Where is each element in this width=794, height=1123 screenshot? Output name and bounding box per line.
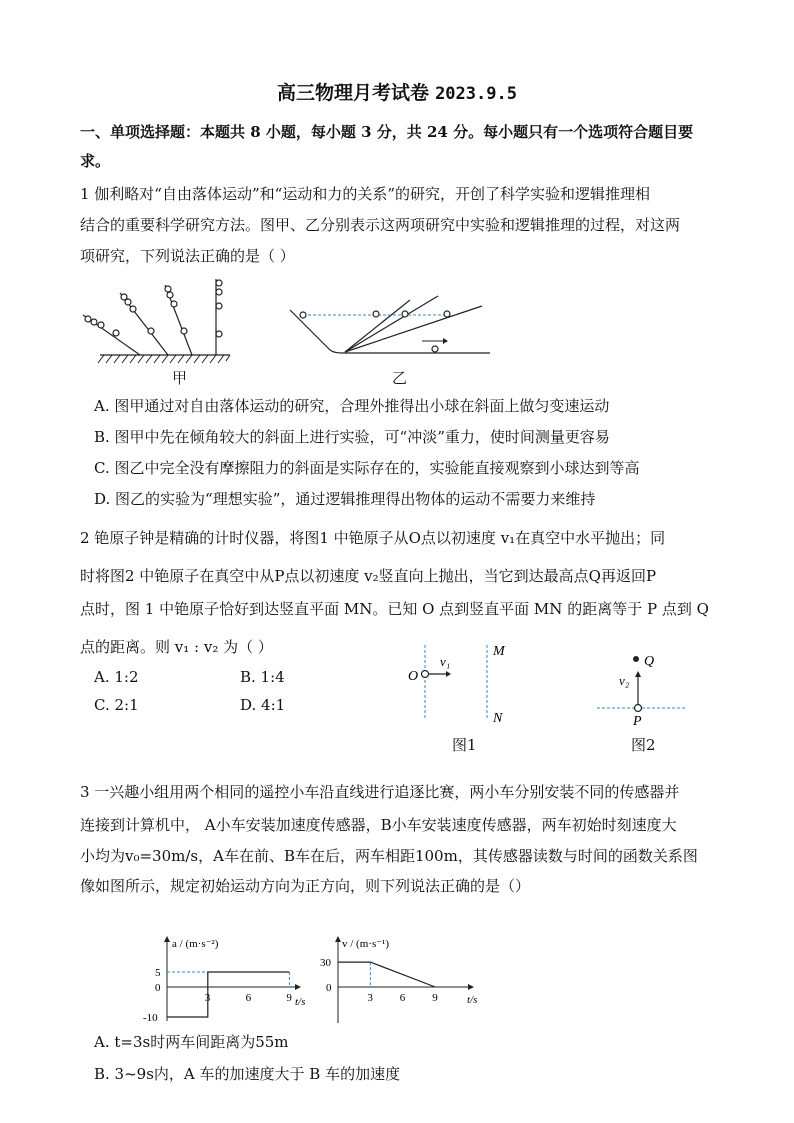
q2-fig2-p: P	[633, 714, 642, 729]
figure-jia-label: 甲	[172, 369, 188, 387]
q3-v-series-line	[338, 962, 435, 987]
q2-option-b: B. 1:4	[240, 668, 285, 686]
q1-option-c: C. 图乙中完全没有摩擦阻力的斜面是实际存在的，实验能直接观察到小球达到等高	[94, 459, 640, 477]
q2-fig2-q: Q	[644, 654, 655, 669]
x-tick-label: 3	[204, 992, 211, 1004]
q2-stem-line3: 点时，图 1 中铯原子恰好到达竖直平面 MN。已知 O 点到竖直平面 MN 的距离等于 P 点到 Q	[80, 600, 709, 618]
x-tick-label: 9	[286, 992, 292, 1004]
x-tick-label: 3	[367, 992, 373, 1004]
q2-fig1-point-o: O	[408, 669, 419, 684]
q3-a-xlabel: t/s	[295, 996, 306, 1008]
q1-stem-line3: 项研究，下列说法正确的是（ ）	[80, 247, 295, 265]
q2-figure-1	[400, 640, 520, 725]
y-tick-label: 5	[155, 967, 161, 979]
y-tick-label: -10	[143, 1012, 158, 1024]
q3-stem-line3: 小均为v₀=30m/s，A车在前、B车在后，两车相距100m，其传感器读数与时间的函数关系图	[80, 847, 698, 865]
q1-stem-line2: 结合的重要科学研究方法。图甲、乙分别表示这两项研究中实验和逻辑推理的过程，对这两	[80, 216, 681, 234]
q3-a-series-line	[167, 972, 289, 1017]
q2-option-c: C. 2:1	[94, 696, 139, 714]
section1-heading-line1: 一、单项选择题：本题共 8 小题，每小题 3 分，共 24 分。每小题只有一个选项符合题目要	[80, 123, 694, 141]
q3-stem-line4: 像如图所示，规定初始运动方向为正方向，则下列说法正确的是（）	[80, 877, 531, 895]
y-tick-label: 0	[326, 982, 332, 994]
q1-stem-line1: 1 伽利略对“自由落体运动”和“运动和力的关系”的研究，开创了科学实验和逻辑推理相	[80, 185, 650, 203]
q2-figure-2	[595, 645, 690, 730]
q2-fig1-v1: v₁	[440, 654, 451, 669]
x-tick-label: 9	[432, 992, 438, 1004]
q3-v-ylabel: v / (m·s⁻¹)	[342, 938, 389, 950]
q2-stem-line4: 点的距离。则 v₁ : v₂ 为（ ）	[80, 638, 273, 656]
section1-heading-line2: 求。	[80, 152, 111, 170]
q2-fig1-caption: 图1	[452, 736, 477, 754]
q2-stem-line1: 2 铯原子钟是精确的计时仪器，将图1 中铯原子从O点以初速度 v₁在真空中水平抛出；同	[80, 529, 666, 547]
q3-velocity-chart	[312, 933, 492, 1028]
title-text: 高三物理月考试卷	[277, 82, 430, 104]
q2-option-a: A. 1:2	[94, 668, 139, 686]
figure-yi	[290, 290, 495, 370]
q2-fig2-caption: 图2	[631, 736, 656, 754]
y-tick-label: 0	[155, 982, 161, 994]
q2-stem-line2: 时将图2 中铯原子在真空中从P点以初速度 v₂竖直向上抛出，当它到达最高点Q再返回P	[80, 567, 657, 585]
q2-option-d: D. 4:1	[240, 696, 286, 714]
x-tick-label: 6	[399, 992, 406, 1004]
q2-fig1-n: N	[493, 711, 503, 726]
q3-v-xlabel: t/s	[467, 994, 478, 1006]
q1-option-b: B. 图甲中先在倾角较大的斜面上进行实验，可“冲淡”重力，使时间测量更容易	[94, 428, 610, 446]
q1-option-d: D. 图乙的实验为“理想实验”，通过逻辑推理得出物体的运动不需要力来维持	[94, 490, 596, 508]
q3-stem-line1: 3 一兴趣小组用两个相同的遥控小车沿直线进行追逐比赛，两小车分别安装不同的传感器并	[80, 783, 680, 801]
exam-date: 2023.9.5	[435, 84, 517, 104]
q3-option-b: B. 3~9s内，A 车的加速度大于 B 车的加速度	[94, 1065, 401, 1083]
q3-stem-line2: 连接到计算机中， A小车安装加速度传感器，B小车安装速度传感器，两车初始时刻速度大	[80, 816, 677, 834]
q2-fig1-m: M	[493, 644, 505, 659]
y-tick-label: 30	[320, 957, 331, 970]
page-title	[0, 78, 794, 105]
figure-jia	[80, 275, 240, 385]
q3-a-ylabel: a / (m·s⁻²)	[172, 938, 219, 950]
figure-yi-label: 乙	[392, 369, 408, 387]
x-tick-label: 6	[245, 992, 252, 1004]
q3-option-a: A. t=3s时两车间距离为55m	[94, 1033, 289, 1051]
q1-option-a: A. 图甲通过对自由落体运动的研究，合理外推得出小球在斜面上做匀变速运动	[94, 397, 610, 415]
q2-fig2-v2: v₂	[619, 673, 630, 688]
q3-acceleration-chart	[145, 933, 315, 1028]
